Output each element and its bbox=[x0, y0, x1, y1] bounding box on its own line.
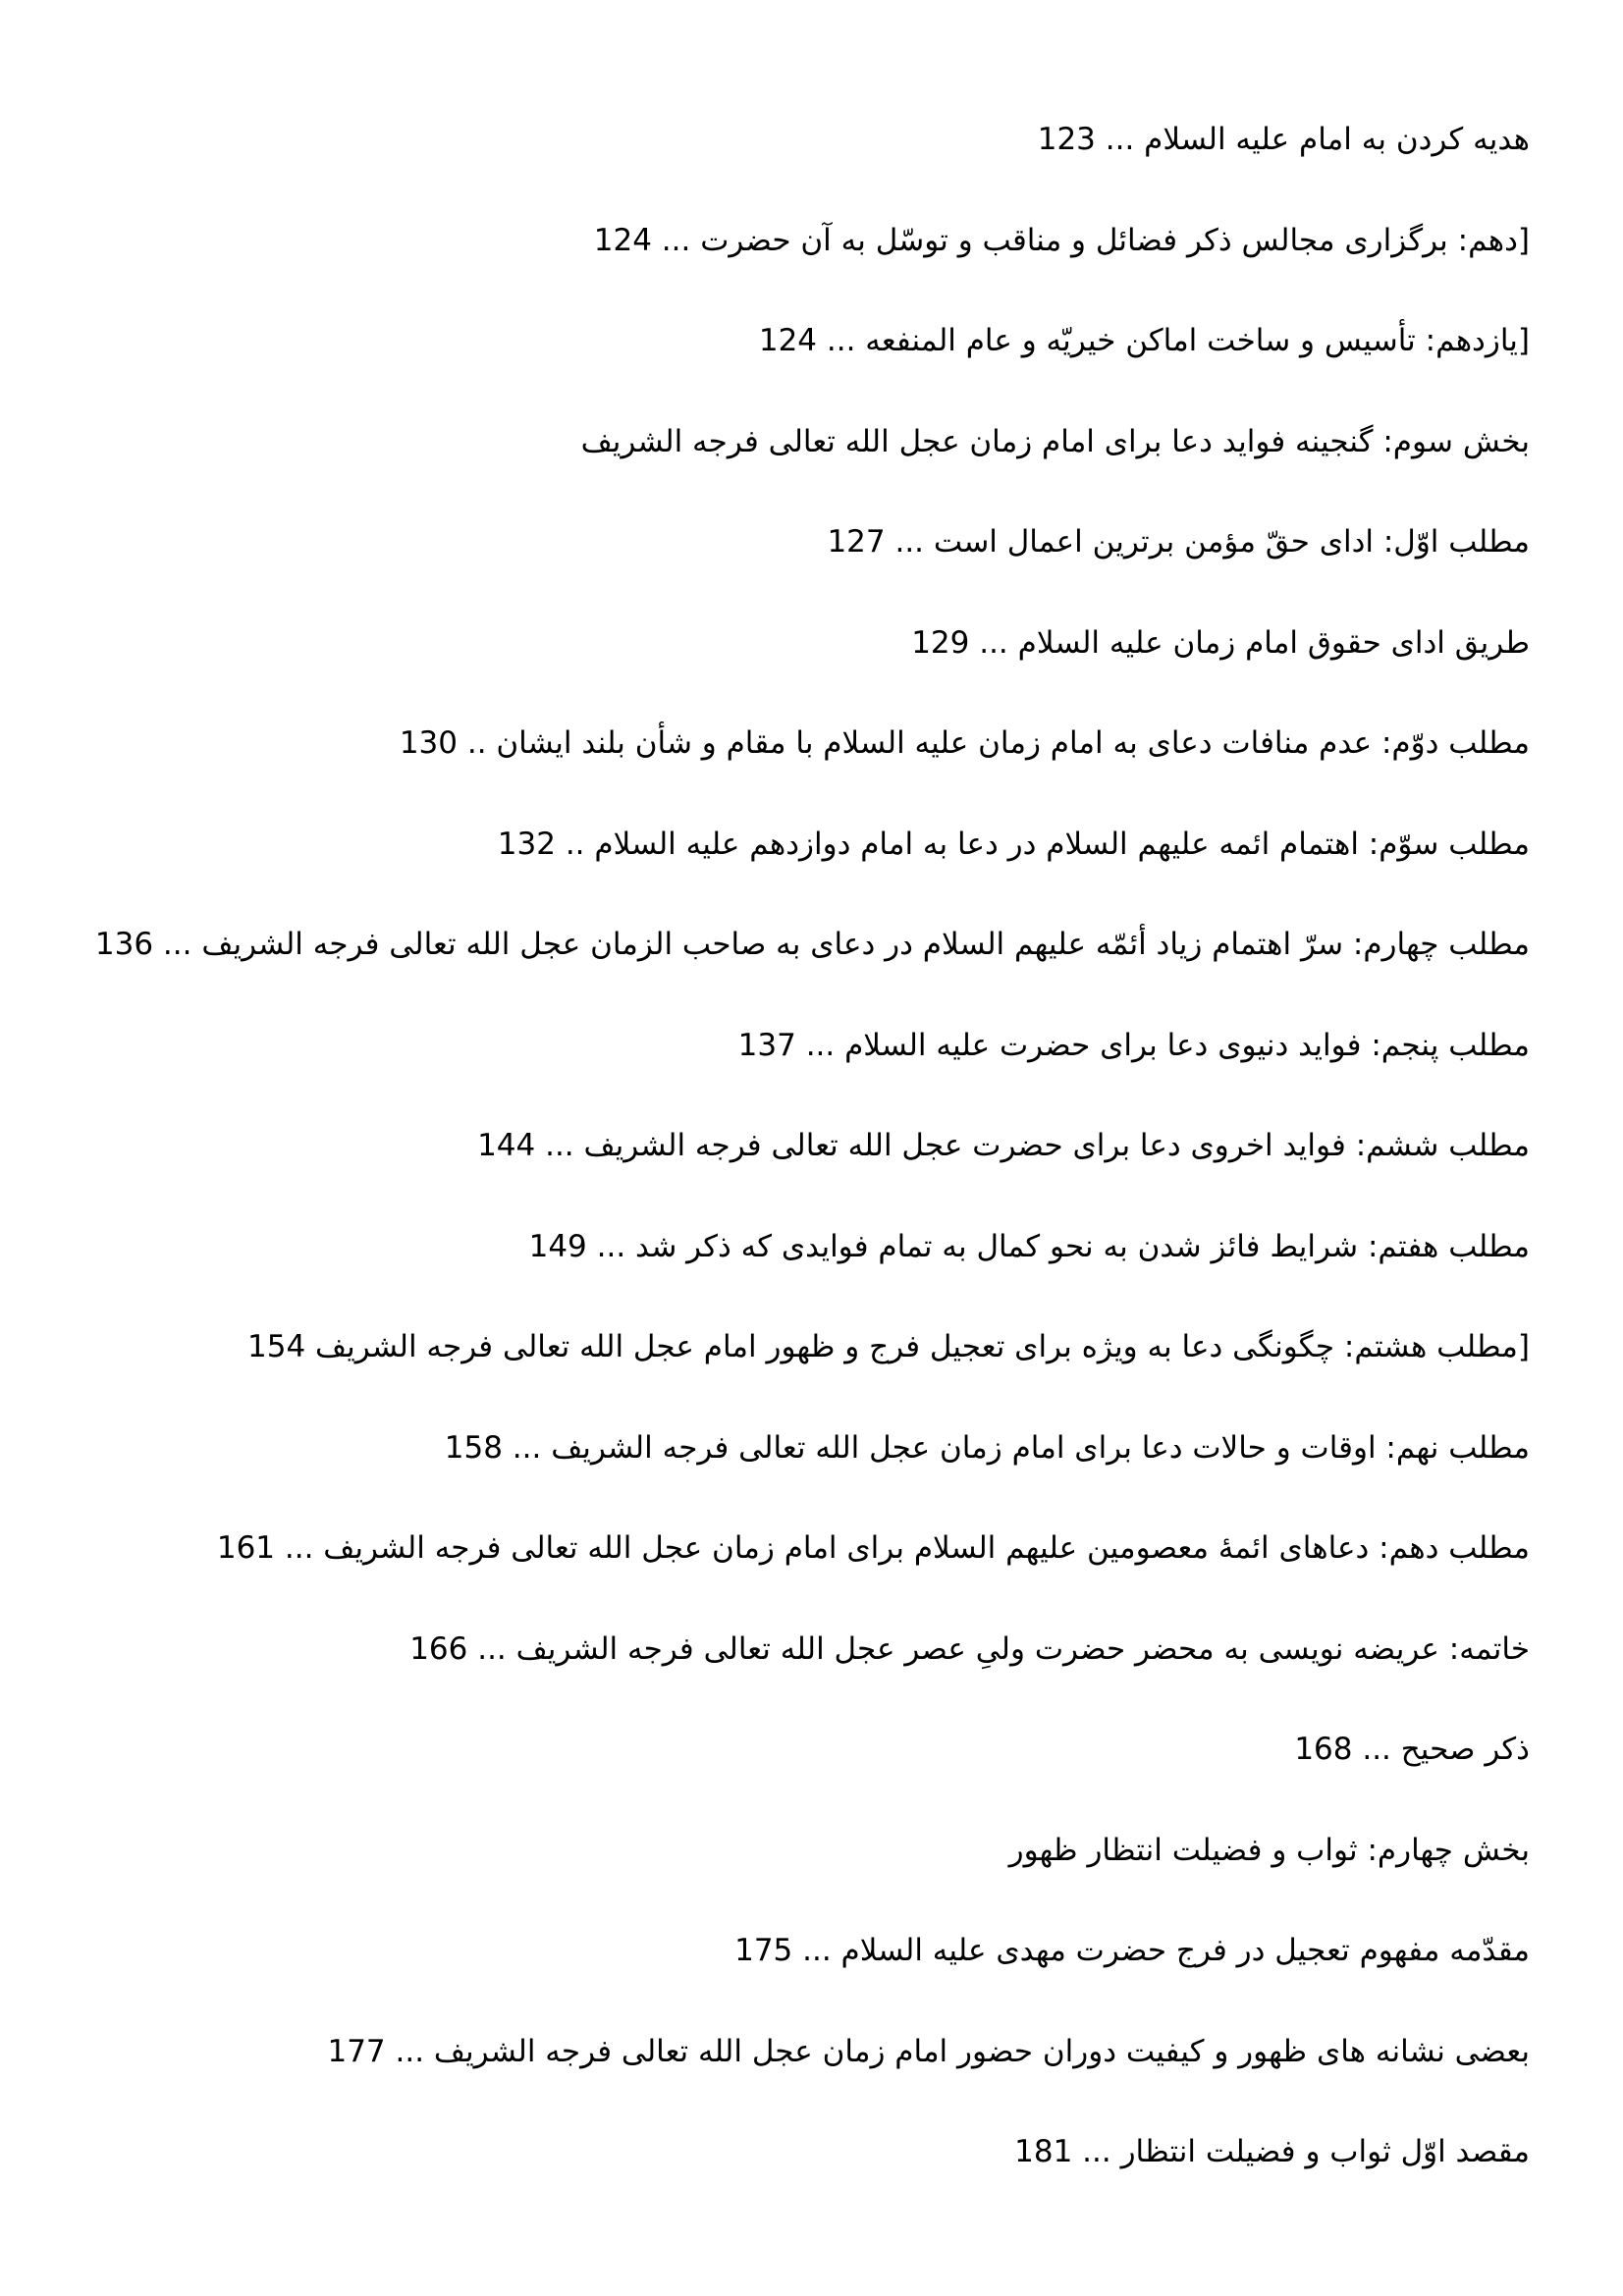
toc-entry: مطلب چهارم: سرّ اهتمام زیاد أئمّه علیهم السلام در دعای به صاحب الزمان عجل الله تعالی فرجه الشریف ... 136 bbox=[94, 927, 1530, 962]
toc-entry: مطلب پنجم: فواید دنیوی دعا برای حضرت علیه السلام ... 137 bbox=[737, 1027, 1530, 1063]
toc-entry: [دهم: برگزاری مجالس ذکر فضائل و مناقب و توسّل به آن حضرت ... 124 bbox=[593, 222, 1530, 258]
toc-entry: ذکر صحیح ... 168 bbox=[1294, 1732, 1530, 1767]
toc-entry: مقصد اوّل ثواب و فضیلت انتظار ... 181 bbox=[1014, 2134, 1530, 2169]
toc-entry: خاتمه: عریضه نویسی به محضر حضرت ولیِ عصر عجل الله تعالی فرجه الشریف ... 166 bbox=[409, 1630, 1530, 1667]
toc-entry: مقدّمه مفهوم تعجیل در فرج حضرت مهدی علیه السلام ... 175 bbox=[734, 1933, 1530, 1968]
toc-entry: مطلب اوّل: ادای حقّ مؤمن برترین اعمال است ... 127 bbox=[827, 524, 1530, 560]
toc-section-heading: بخش چهارم: ثواب و فضیلت انتظار ظهور bbox=[1008, 1832, 1530, 1868]
toc-entry: [مطلب هشتم: چگونگی دعا به ویژه برای تعجیل فرج و ظهور امام عجل الله تعالی فرجه الشریف 154 bbox=[247, 1329, 1530, 1364]
toc-entry: مطلب نهم: اوقات و حالات دعا برای امام زمان عجل الله تعالی فرجه الشریف ... 158 bbox=[444, 1429, 1530, 1466]
toc-entry: مطلب ششم: فواید اخروی دعا برای حضرت عجل الله تعالی فرجه الشریف ... 144 bbox=[477, 1128, 1530, 1163]
toc-entry: هدیه کردن به امام علیه السلام ... 123 bbox=[1037, 122, 1530, 157]
toc-entry: [یازدهم: تأسیس و ساخت اماکن خیریّه و عام المنفعه ... 124 bbox=[758, 323, 1530, 358]
toc-section-heading: بخش سوم: گنجینه فواید دعا برای امام زمان عجل الله تعالی فرجه الشریف bbox=[580, 423, 1530, 459]
toc-entry: مطلب دوّم: عدم منافات دعای به امام زمان علیه السلام با مقام و شأن بلند ایشان .. 130 bbox=[399, 725, 1530, 761]
toc-entry: مطلب سوّم: اهتمام ائمه علیهم السلام در دعا به امام دوازدهم علیه السلام .. 132 bbox=[497, 826, 1530, 862]
table-of-contents bbox=[96, 110, 1530, 2223]
toc-entry: بعضی نشانه های ظهور و کیفیت دوران حضور امام زمان عجل الله تعالی فرجه الشریف ... 177 bbox=[327, 2033, 1530, 2069]
toc-entry: مطلب دهم: دعاهای ائمۀ معصومین علیهم السلام برای امام زمان عجل الله تعالی فرجه الشریف ... 161 bbox=[216, 1530, 1530, 1566]
toc-entry: طریق ادای حقوق امام زمان علیه السلام ... 129 bbox=[911, 624, 1530, 661]
toc-entry: مطلب هفتم: شرایط فائز شدن به نحو کمال به تمام فوایدی که ذکر شد ... 149 bbox=[528, 1228, 1530, 1264]
